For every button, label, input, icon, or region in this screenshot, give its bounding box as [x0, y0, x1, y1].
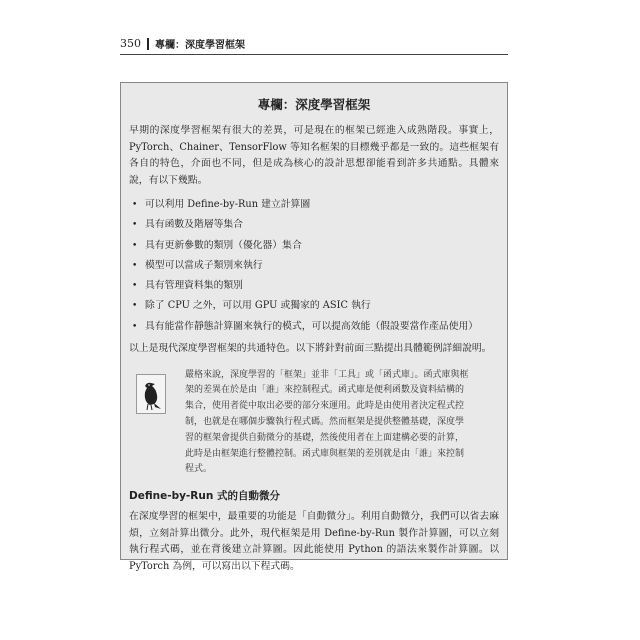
- list-item-text: 具有能當作靜態計算圖來執行的模式，可以提高效能（假設要當作產品使用）: [145, 320, 479, 332]
- page-number: 350: [120, 37, 141, 50]
- closing-paragraph: 在深度學習的框架中，最重要的功能是「自動微分」。利用自動微分，我們可以省去麻煩，立刻計算出微分。此外，現代框架是用 Define-by-Run 製作計算圖，可以立刻執行程式碼，並在背後建立計算圖。因此能使用 Python 的語法來製作計算圖。以 PyTorch 為例，可以寫出以下程式碼。: [129, 511, 499, 572]
- list-item-text: 模型可以當成子類別來執行: [145, 259, 263, 271]
- sidebar-box: [120, 82, 508, 572]
- running-title: 專欄：深度學習框架: [155, 40, 245, 51]
- list-item: [129, 236, 499, 256]
- list-item-text: 具有函數及階層等集合: [145, 219, 243, 231]
- list-item-text: 除了 CPU 之外，可以用 GPU 或獨家的 ASIC 執行: [145, 300, 371, 312]
- bullet-icon: •: [132, 260, 138, 271]
- intro-paragraph: 早期的深度學習框架有很大的差異，可是現在的框架已經進入成熟階段。事實上，PyTorch、Chainer、TensorFlow 等知名框架的目標幾乎都是一致的。這些框架有各自的特色，介面也不同，但是成為核心的設計思想卻能看到許多共通點。具體來說，有以下幾點。: [129, 125, 499, 186]
- list-item: [129, 317, 499, 337]
- list-item-text: 具有更新參數的類別（優化器）集合: [145, 239, 302, 251]
- running-head: [120, 36, 508, 55]
- list-item: [129, 195, 499, 215]
- list-item: [129, 256, 499, 276]
- list-item-text: 可以利用 Define-by-Run 建立計算圖: [145, 199, 311, 210]
- header-divider: [147, 38, 149, 50]
- list-item: [129, 276, 499, 296]
- note-block: [129, 368, 499, 479]
- list-item: [129, 215, 499, 235]
- list-item: [129, 296, 499, 316]
- bullet-icon: •: [132, 321, 138, 332]
- summary-paragraph: 以上是現代深度學習框架的共通特色。以下將針對前面三點提出具體範例詳細說明。: [129, 343, 492, 355]
- list-item-text: 具有管理資料集的類別: [145, 280, 243, 292]
- section-subheading: Define-by-Run 式的自動微分: [129, 490, 280, 503]
- bullet-icon: •: [132, 220, 138, 231]
- crow-icon: [129, 368, 173, 479]
- note-text: 嚴格來說，深度學習的「框架」並非「工具」或「函式庫」。函式庫與框架的差異在於是由「誰」來控制程式。函式庫是便利函數及資料結構的集合，使用者從中取出必要的部分來運用。此時是由使用者決定程式控制，也就是在哪個步驟執行程式碼。然而框架是提供整體基礎，深度學習的框架會提供自動微分的基礎，然後使用者在上面建構必要的計算，此時是由框架進行整體控制。函式庫與框架的差別就是由「誰」來控制程式。: [185, 369, 469, 475]
- box-title: 專欄：深度學習框架: [257, 97, 371, 112]
- bullet-icon: •: [132, 200, 138, 210]
- feature-list: [129, 195, 499, 337]
- bullet-icon: •: [132, 301, 138, 312]
- bullet-icon: •: [132, 240, 138, 251]
- bullet-icon: •: [132, 281, 138, 292]
